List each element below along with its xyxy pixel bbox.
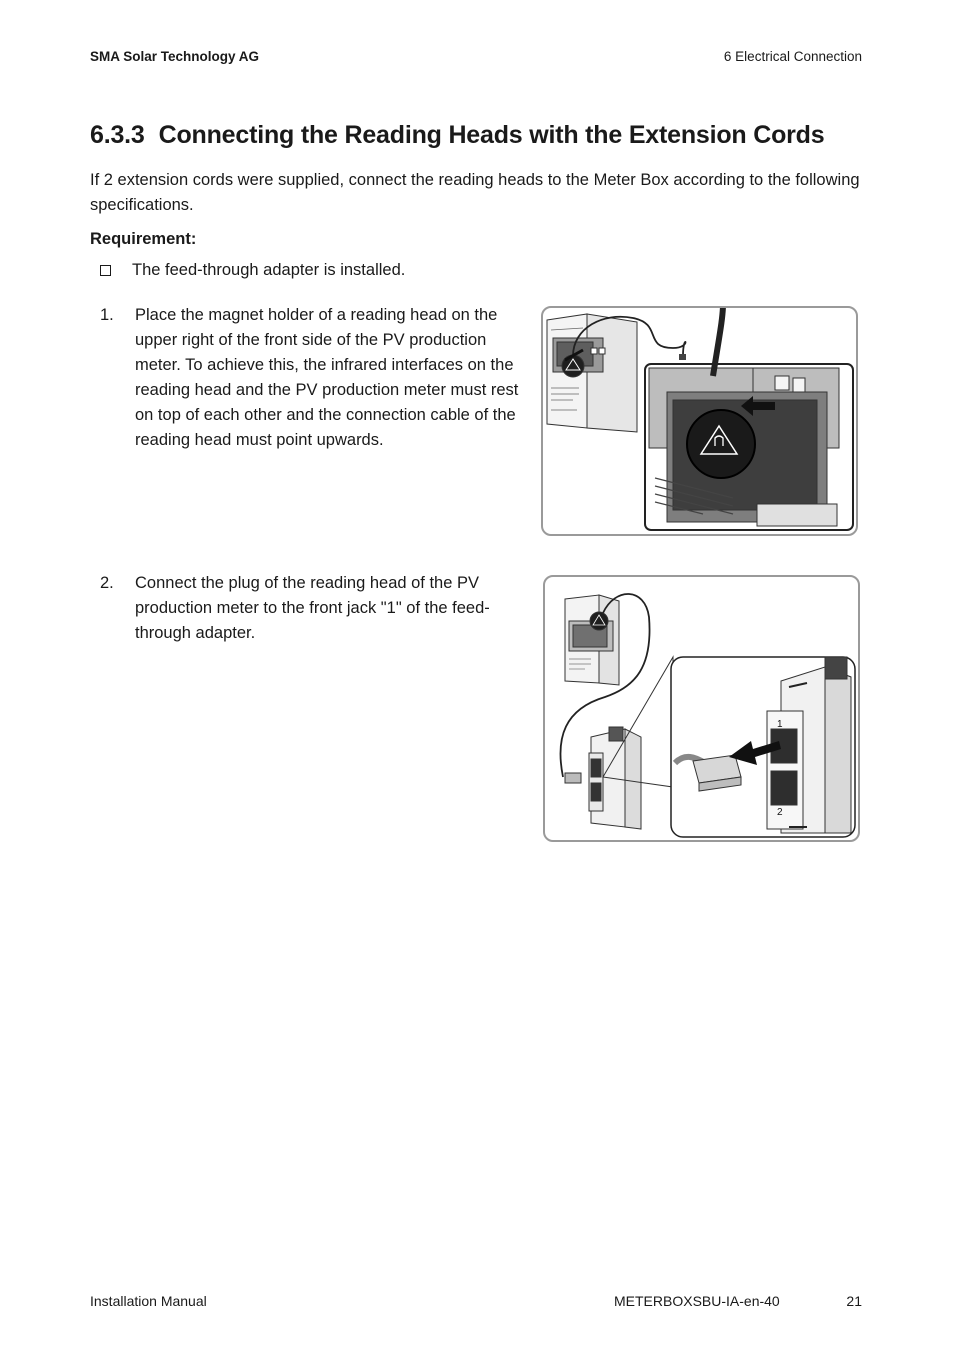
section-title: [90, 121, 824, 150]
header-company: SMA Solar Technology AG: [90, 49, 260, 64]
requirement-item: [100, 261, 405, 280]
step-1: [100, 303, 525, 453]
requirement-label: Requirement:: [90, 230, 197, 248]
jack-top-label: 1: [777, 719, 783, 730]
reading-head-on-meter-illustration: [543, 308, 856, 534]
plug-into-adapter-illustration: [545, 577, 858, 840]
section-title-text: Connecting the Reading Heads with the Extension Cords: [158, 121, 825, 149]
intro-paragraph: If 2 extension cords were supplied, connect the reading heads to the Meter Box according to the following specifications.: [90, 171, 860, 214]
step-number: 2.: [100, 574, 114, 592]
checkbox-icon: [100, 265, 111, 276]
step-text: Place the magnet holder of a reading head on the upper right of the front side of the PV production meter. To achieve this, the infrared interfaces on the reading head and the PV production meter must rest on top of each other and the connection cable of the reading head must point upwards.: [135, 306, 519, 449]
figure-plug-connection: [543, 575, 860, 842]
figure-reading-head-placement: [541, 306, 858, 536]
step-text: Connect the plug of the reading head of the PV production meter to the front jack "1" of the feed-through adapter.: [135, 574, 490, 642]
jack-bottom-label: 2: [777, 807, 783, 818]
step-number: 1.: [100, 306, 114, 324]
footer-document-type: Installation Manual: [90, 1293, 207, 1309]
header-chapter: 6 Electrical Connection: [723, 49, 862, 64]
section-number: 6.3.3: [90, 121, 145, 149]
footer-document-code: METERBOXSBU-IA-en-40: [614, 1293, 780, 1309]
step-2: [100, 571, 525, 646]
requirement-item-text: The feed-through adapter is installed.: [132, 261, 406, 279]
footer-page-number: 21: [846, 1293, 862, 1309]
